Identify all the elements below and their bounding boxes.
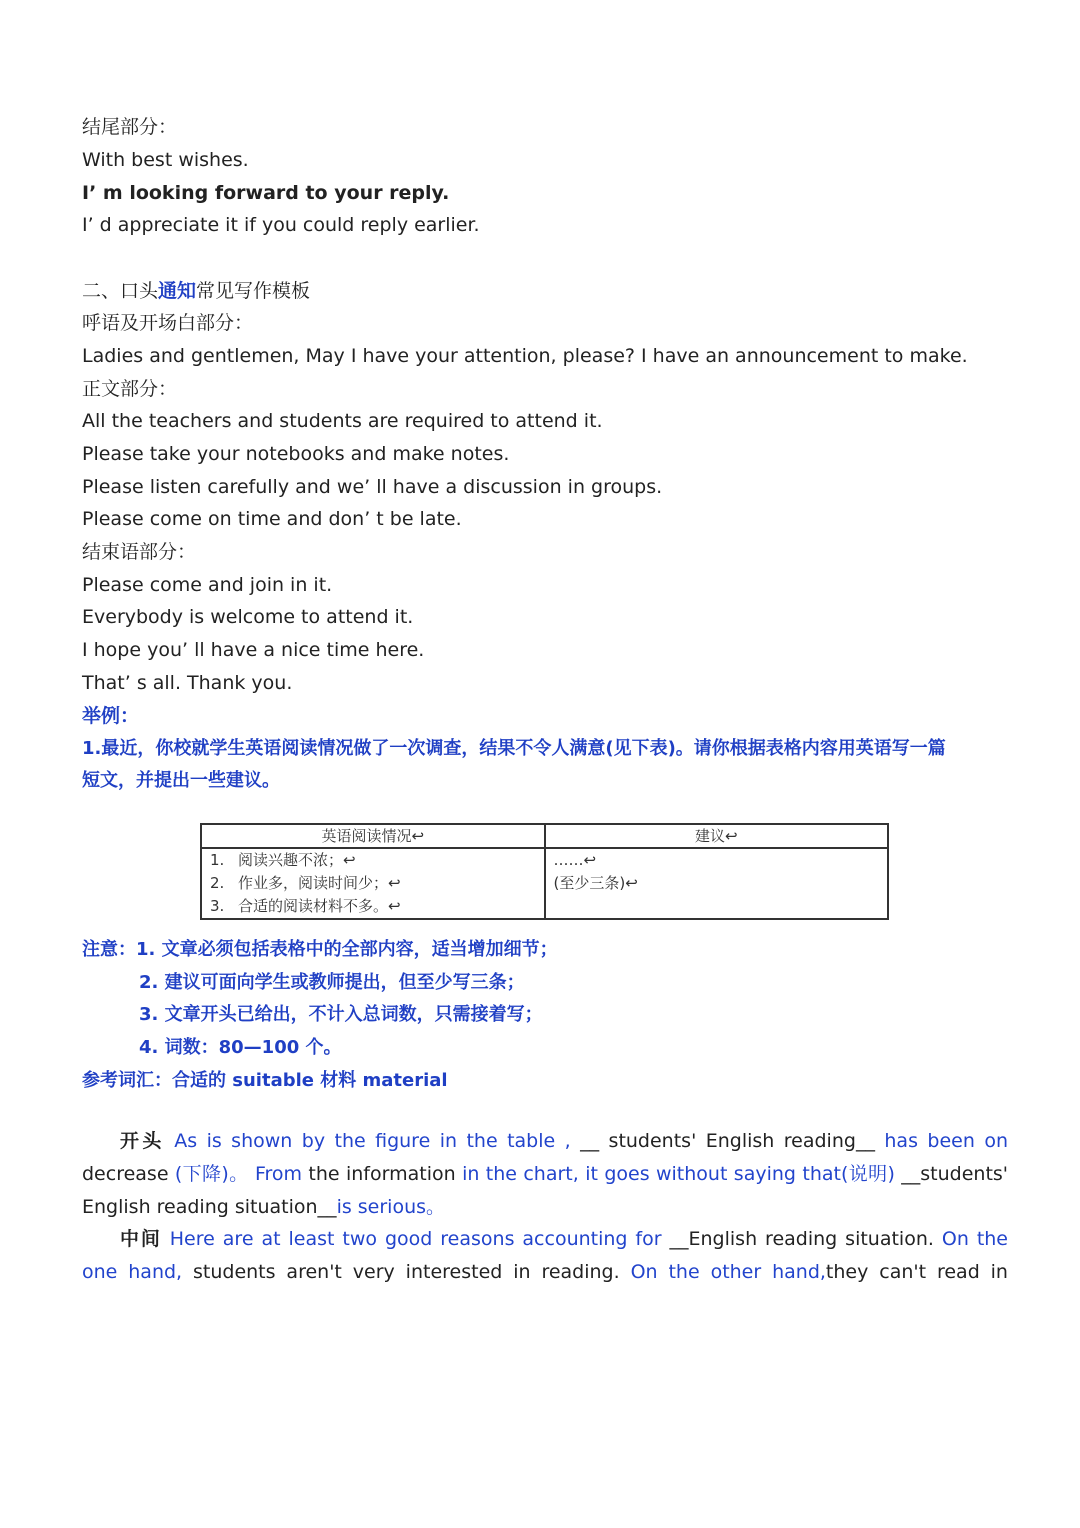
suggestion-line: (至少三条)↩ [553,874,638,892]
ending-heading: 结束语部分： [82,541,197,563]
table-header-suggestion: 建议↩ [545,824,889,848]
ending-line-2: Everybody is welcome to attend it. [82,606,414,628]
answer-text: students aren't very interested in reading. [182,1261,631,1283]
answer-text: decrease [82,1163,169,1185]
answer-text: __students' English reading situation__ [82,1163,1009,1218]
note-line-2: 2. 建议可面向学生或教师提出，但至少写三条； [139,972,525,993]
item-number: 2. [210,874,225,892]
item-text: 作业多，阅读时间少；↩ [238,874,401,892]
answer-text: is serious。 [336,1196,446,1218]
closing-line-3: I’ d appreciate it if you could reply earlier. [82,214,480,236]
answer-text: (下降)。 [168,1163,255,1185]
body-line-1: All the teachers and students are required to attend it. [82,410,603,432]
item-number: 3. [210,897,225,915]
answer-text: Here are at least two good reasons accounting for [161,1228,662,1250]
body-line-3: Please listen carefully and we’ ll have a discussion in groups. [82,476,663,498]
notice-title [82,279,310,303]
ending-line-3: I hope you’ ll have a nice time here. [82,639,425,661]
notice-title-post: 常见写作模板 [196,280,311,302]
closing-line-1: With best wishes. [82,149,249,171]
opening-heading: 呼语及开场白部分： [82,312,254,334]
example-prompt-line-2: 短文，并提出一些建议。 [82,770,280,791]
table-list-item [210,895,536,918]
answer-text: in the chart, it goes without saying that(说明) [462,1163,895,1185]
answer-text: As is shown by the figure in the table , [164,1130,571,1152]
answer-text: From [254,1163,303,1185]
answer-paragraph-middle [82,1223,1008,1289]
example-prompt-line-1: 1.最近，你校就学生英语阅读情况做了一次调查，结果不令人满意(见下表)。请你根据表格内容用英语写一篇 [82,738,946,759]
table-header-row [201,824,888,848]
notice-title-pre: 二、口头 [82,280,159,302]
note-line-4: 4. 词数：80—100 个。 [139,1037,342,1058]
closing-line-2: I’ m looking forward to your reply. [82,182,450,204]
ending-line-1: Please come and join in it. [82,574,333,596]
ending-line-4: That’ s all. Thank you. [82,672,293,694]
answer-text: On the one hand, [82,1228,1008,1283]
answer-text: has been on [884,1130,1008,1152]
vocab-line: 参考词汇：合适的 suitable 材料 material [82,1070,448,1091]
answer-paragraph-opening [82,1125,1008,1224]
body-line-2: Please take your notebooks and make notes. [82,443,510,465]
answer-text: On the other hand, [630,1261,826,1283]
middle-label: 中间 [120,1228,162,1250]
answer-text: __ students' English reading__ [570,1130,885,1152]
notice-title-highlight: 通知 [158,280,197,302]
note-line-1: 注意：1. 文章必须包括表格中的全部内容，适当增加细节； [82,939,558,960]
item-number: 1. [210,851,225,869]
item-text: 合适的阅读材料不多。↩ [238,897,401,915]
answer-text: they can't read in [825,1261,1008,1283]
body-heading: 正文部分： [82,378,178,400]
answer-text: __English reading situation. [661,1228,942,1250]
item-text: 阅读兴趣不浓；↩ [238,851,356,869]
answer-text: the information [302,1163,463,1185]
table-cell-situations [201,848,545,919]
opening-label: 开头 [120,1130,165,1152]
example-label: 举例： [82,705,140,727]
note-line-3: 3. 文章开头已给出，不计入总词数，只需接着写； [139,1004,543,1025]
table-header-situation: 英语阅读情况↩ [201,824,545,848]
table-cell-suggestions [545,848,889,919]
closing-heading: 结尾部分： [82,116,178,138]
suggestion-line: ……↩ [553,851,597,869]
body-line-4: Please come on time and don’ t be late. [82,508,462,530]
opening-line: Ladies and gentlemen, May I have your attention, please? I have an announcement to make. [82,345,968,367]
table-list-item [210,849,536,872]
survey-table [200,823,889,920]
table-row [201,848,888,919]
table-list-item [210,872,536,895]
